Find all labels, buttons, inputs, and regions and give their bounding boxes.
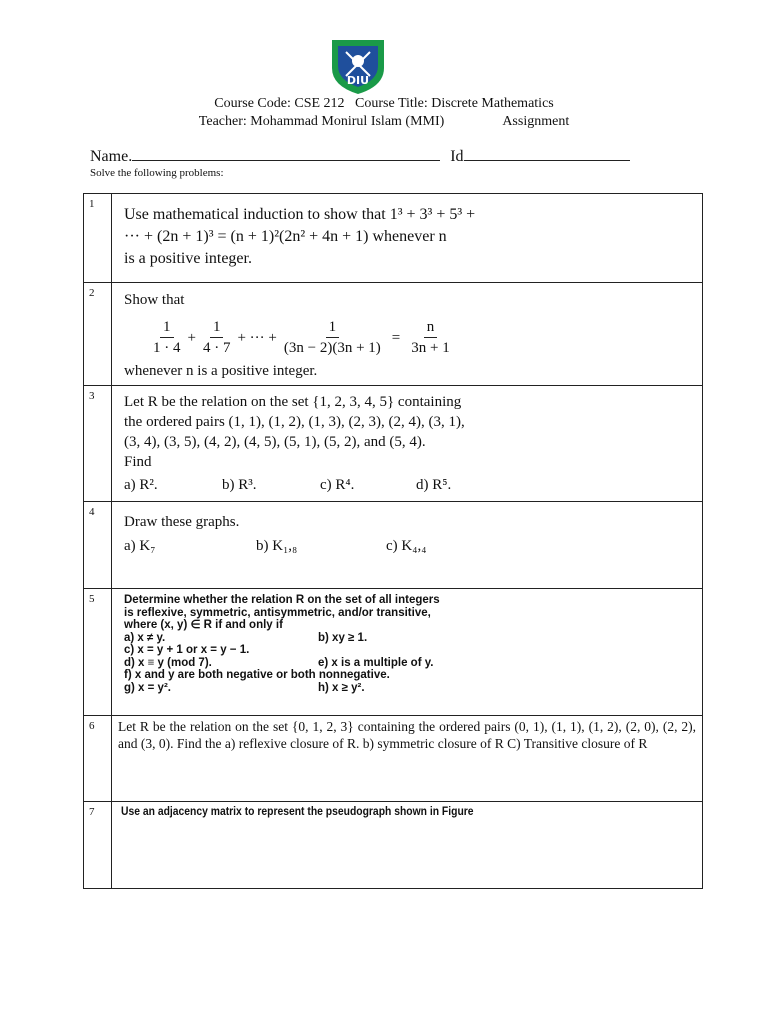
answer-options: [124, 534, 702, 558]
id-label: Id: [450, 148, 464, 165]
part-d: d) x ≡ y (mod 7).: [124, 656, 212, 669]
problem-number: 5: [84, 589, 112, 716]
denominator: 4 · 7: [202, 340, 231, 356]
problem-table: [83, 193, 703, 889]
problem-number: 6: [84, 716, 112, 802]
problem-row-6: [84, 716, 703, 802]
part-e: e) x is a multiple of y.: [318, 656, 434, 669]
problem-content: [112, 716, 703, 802]
problem-text: Determine whether the relation R on the set of all integers: [124, 594, 440, 606]
problem-text: where (x, y) ∈ R if and only if: [124, 619, 283, 631]
option-a: a) R².: [124, 477, 158, 493]
student-info-row: [90, 146, 630, 166]
part-f: f) x and y are both negative or both nonnegative.: [124, 669, 390, 681]
option-b: b) R³.: [222, 477, 257, 493]
fraction: [281, 317, 384, 358]
course-code: Course Code: CSE 212: [214, 96, 345, 111]
problem-content: [112, 589, 703, 716]
teacher-header: [0, 114, 768, 130]
problem-text: Find: [124, 454, 152, 470]
problem-number: 1: [84, 194, 112, 283]
problem-content: [112, 802, 703, 889]
numerator: 1: [160, 317, 174, 338]
summation-formula: $\frac{1}{1 \cdot 4}$ + $\frac{1}{4 \cdot 7}$ + ··· + $\frac{1}{(3n - 2)(3n + 1)}$ = $\frac{n}{3n + 1}$: [146, 317, 702, 358]
option-a: a) K₇: [124, 538, 156, 554]
fraction: [150, 317, 184, 358]
problem-row-5: [84, 589, 703, 716]
problem-text: Draw these graphs.: [124, 514, 240, 530]
option-b: b) K₁,₈: [256, 538, 298, 554]
part-a: a) x ≠ y.: [124, 631, 166, 644]
problem-row-3: [84, 386, 703, 502]
problem-text: Use mathematical induction to show that 1³ + 3³ + 5³ +: [124, 206, 476, 223]
part-g: g) x = y².: [124, 681, 171, 694]
numerator: 1: [326, 317, 340, 338]
problem-row-4: [84, 502, 703, 589]
problem-row-1: [84, 194, 703, 283]
part-b: b) xy ≥ 1.: [318, 631, 368, 644]
problem-text: is reflexive, symmetric, antisymmetric, and/or transitive,: [124, 606, 431, 619]
part-c: c) x = y + 1 or x = y − 1.: [124, 644, 250, 656]
problem-text: Let R be the relation on the set {0, 1, 2, 3} containing the ordered pairs (0, 1), (1, 1), (1, 2), (2, 0), (2, 2), and (3, 0). Find the a) reflexive closure of R. b) symmetric closure of R C) Transitive closure of R: [118, 719, 696, 751]
part-h: h) x ≥ y².: [318, 681, 365, 694]
ellipsis-term: + ··· +: [237, 329, 277, 346]
problem-content: [112, 386, 703, 502]
fraction: [200, 317, 234, 358]
problem-number: 3: [84, 386, 112, 502]
problem-text: is a positive integer.: [124, 250, 252, 267]
course-header: [0, 96, 768, 112]
problem-content: [112, 283, 703, 386]
numerator: 1: [210, 317, 224, 338]
fraction: [408, 317, 452, 358]
university-logo: [326, 34, 390, 96]
problem-image-text: [112, 589, 702, 694]
problem-text: Use an adjacency matrix to represent the pseudograph shown in Figure: [121, 806, 474, 818]
problem-number: 4: [84, 502, 112, 589]
option-c: c) R⁴.: [320, 477, 355, 493]
problem-number: 7: [84, 802, 112, 889]
course-title: Course Title: Discrete Mathematics: [355, 96, 554, 111]
denominator: 1 · 4: [153, 340, 181, 356]
problem-content: [112, 502, 703, 589]
id-blank[interactable]: [464, 146, 630, 161]
option-d: d) R⁵.: [416, 477, 452, 493]
problem-row-7: [84, 802, 703, 889]
problem-text: (3, 4), (3, 5), (4, 2), (4, 5), (5, 1), (5, 2), and (5, 4).: [124, 434, 426, 450]
instructions: Solve the following problems:: [90, 167, 224, 179]
problem-text: ··· + (2n + 1)³ = (n + 1)²(2n² + 4n + 1) whenever n: [124, 228, 447, 245]
name-label: Name.: [90, 148, 133, 165]
answer-options: [124, 475, 702, 495]
problem-row-2: [84, 283, 703, 386]
problem-text: Show that: [124, 292, 185, 308]
denominator: (3n − 2)(3n + 1): [283, 340, 381, 356]
problem-text: whenever n is a positive integer.: [124, 363, 318, 379]
denominator: 3n + 1: [411, 340, 450, 356]
option-c: c) K₄,₄: [386, 538, 427, 554]
problem-number: 2: [84, 283, 112, 386]
teacher-name: Teacher: Mohammad Monirul Islam (MMI): [198, 114, 445, 129]
document-type: Assignment: [502, 114, 570, 129]
problem-content: [112, 194, 703, 283]
problem-text: the ordered pairs (1, 1), (1, 2), (1, 3), (2, 3), (2, 4), (3, 1),: [124, 414, 465, 430]
numerator: n: [424, 317, 438, 338]
problem-text: Let R be the relation on the set {1, 2, 3, 4, 5} containing: [124, 394, 462, 410]
name-blank[interactable]: [132, 146, 440, 161]
logo-text: DIU: [346, 74, 370, 87]
